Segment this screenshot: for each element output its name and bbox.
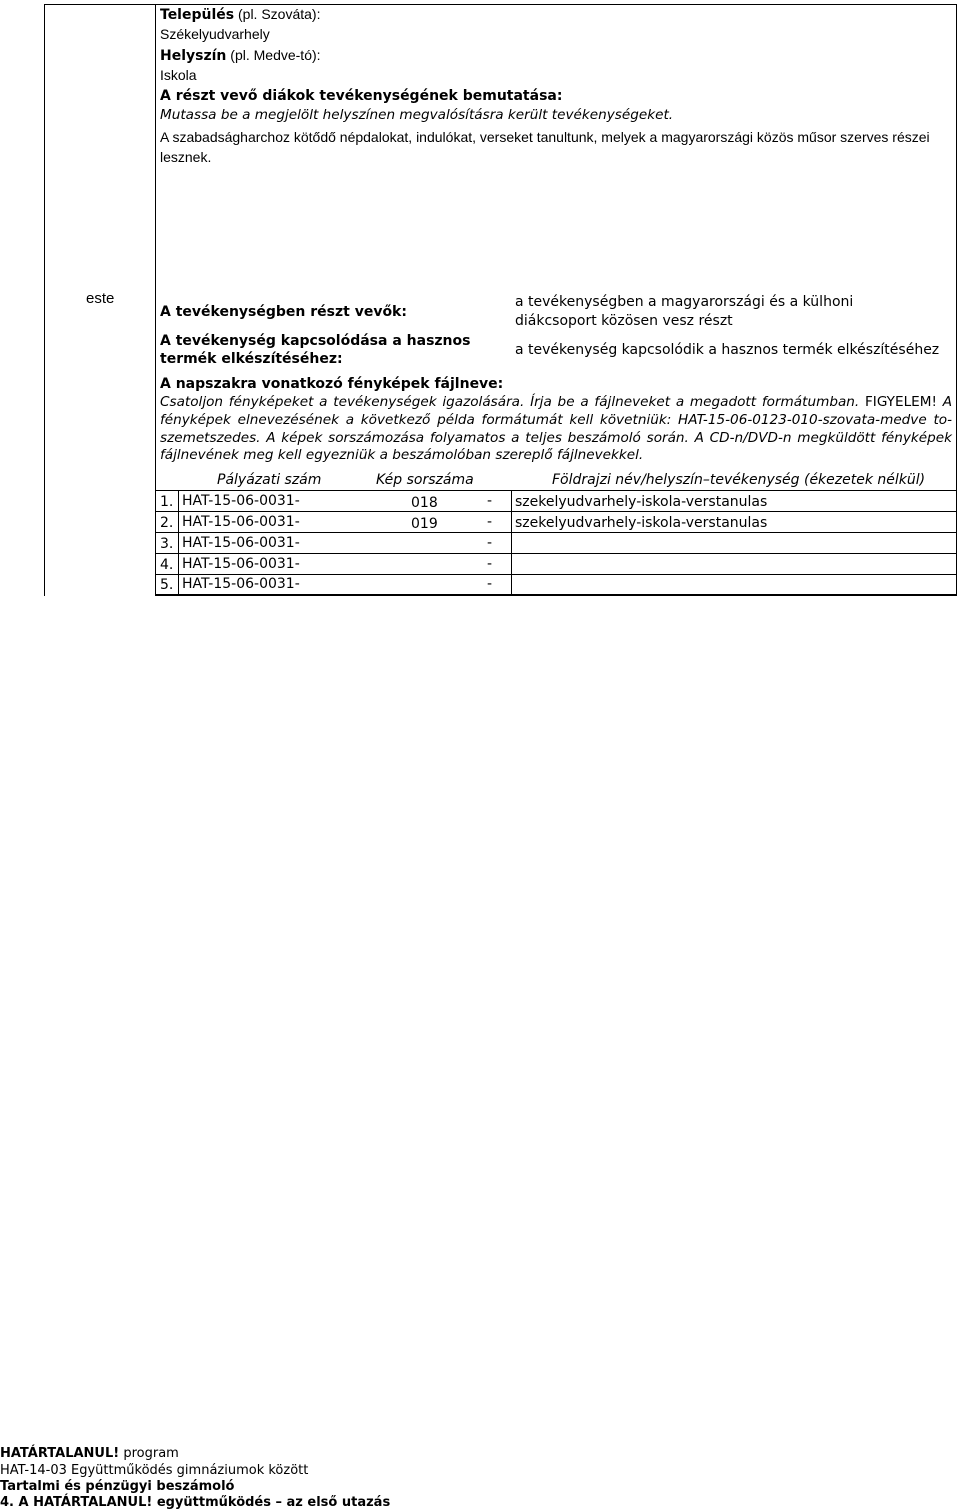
row-number: 3. — [160, 536, 174, 552]
table-row-border — [155, 574, 957, 575]
settlement-hint: (pl. Szováta): — [234, 6, 321, 22]
row-place-activity: szekelyudvarhely-iskola-verstanulas — [515, 515, 768, 531]
photos-heading: A napszakra vonatkozó fényképek fájlneve: — [160, 376, 504, 392]
row-number: 1. — [160, 494, 174, 510]
settlement-value: Székelyudvarhely — [160, 26, 270, 42]
table-top-border — [155, 490, 957, 491]
footer-line-3: Tartalmi és pénzügyi beszámoló — [0, 1479, 235, 1494]
frame-right — [956, 4, 957, 596]
row-dash: - — [487, 493, 493, 509]
footer-line-2: HAT-14-03 Együttműködés gimnáziumok között — [0, 1463, 309, 1478]
frame-top — [44, 4, 957, 5]
connection-label: A tevékenység kapcsolódása a hasznos termék elkészítéséhez: — [160, 333, 471, 367]
row-number: 5. — [160, 577, 174, 593]
table-col-border — [178, 490, 179, 596]
location-label: Helyszín — [160, 48, 227, 64]
row-image-number: 018 — [411, 495, 438, 511]
row-number: 4. — [160, 557, 174, 573]
table-row-border — [155, 553, 957, 554]
row-dash: - — [487, 556, 493, 572]
column-header-project-number: Pályázati szám — [217, 472, 322, 488]
participants-label: A tevékenységben részt vevők: — [160, 304, 407, 320]
photos-instructions — [160, 394, 952, 465]
participants-value: a tevékenységben a magyarországi és a külhoni diákcsoport közösen vesz részt — [515, 294, 854, 329]
photos-instruction-1: Csatoljon fényképeket a tevékenységek igazolására. Írja be a fájlneveket a megadott formátumban. — [160, 394, 860, 410]
row-project-code: HAT-15-06-0031- — [182, 556, 300, 572]
photos-instruction-3: A képek sorszámozása folyamatos a teljes beszámoló során. — [260, 429, 689, 446]
activities-heading: A részt vevő diákok tevékenységének bemutatása: — [160, 88, 563, 104]
column-header-place-activity: Földrajzi név/helyszín–tevékenység (ékezetek nélkül) — [552, 472, 926, 488]
footer-brand: HATÁRTALANUL! — [0, 1446, 120, 1461]
location-row — [160, 47, 321, 64]
evening-label: este — [86, 290, 115, 307]
frame-left-outer — [44, 4, 45, 596]
row-project-code: HAT-15-06-0031- — [182, 493, 300, 509]
row-image-number: 019 — [411, 516, 438, 532]
activities-text: A szabadságharchoz kötődő népdalokat, indulókat, verseket tanultunk, melyek a magyarországi közös műsor szerves részei lesznek. — [160, 129, 930, 165]
table-row-border — [155, 511, 957, 512]
row-project-code: HAT-15-06-0031- — [182, 576, 300, 592]
footer-brand-suffix: program — [119, 1446, 179, 1461]
photos-instruction-4: A CD-n/DVD-n megküldött fényképek fájlnevének meg kell egyezniük a beszámolóban szereplő fájlnevekkel. — [160, 429, 952, 464]
row-number: 2. — [160, 515, 174, 531]
settlement-row — [160, 6, 320, 23]
row-project-code: HAT-15-06-0031- — [182, 535, 300, 551]
location-hint: (pl. Medve-tó): — [226, 47, 321, 63]
footer-brand-line — [0, 1446, 179, 1461]
table-col-border — [511, 490, 512, 596]
footer-line-4: 4. A HATÁRTALANUL! együttműködés – az első utazás — [0, 1495, 391, 1510]
connection-value: a tevékenység kapcsolódik a hasznos termék elkészítéséhez — [515, 342, 940, 358]
location-value: Iskola — [160, 67, 197, 83]
row-dash: - — [487, 535, 493, 551]
table-row-border — [155, 532, 957, 533]
photos-warning: FIGYELEM! — [859, 394, 937, 410]
column-header-image-number: Kép sorszáma — [376, 472, 474, 488]
row-dash: - — [487, 576, 493, 592]
row-project-code: HAT-15-06-0031- — [182, 514, 300, 530]
activities-instruction: Mutassa be a megjelölt helyszínen megvalósításra került tevékenységeket. — [160, 107, 674, 123]
photos-instruction-2: A fényképek elnevezésének a következő példa formátumát kell követniük: HAT-15-06-0123-010-szovata-medve to-szemetszedes. — [160, 394, 952, 446]
settlement-label: Település — [160, 7, 235, 23]
table-bottom-border — [155, 594, 957, 596]
row-dash: - — [487, 514, 493, 530]
frame-left-inner — [155, 4, 156, 596]
row-place-activity: szekelyudvarhely-iskola-verstanulas — [515, 494, 768, 510]
